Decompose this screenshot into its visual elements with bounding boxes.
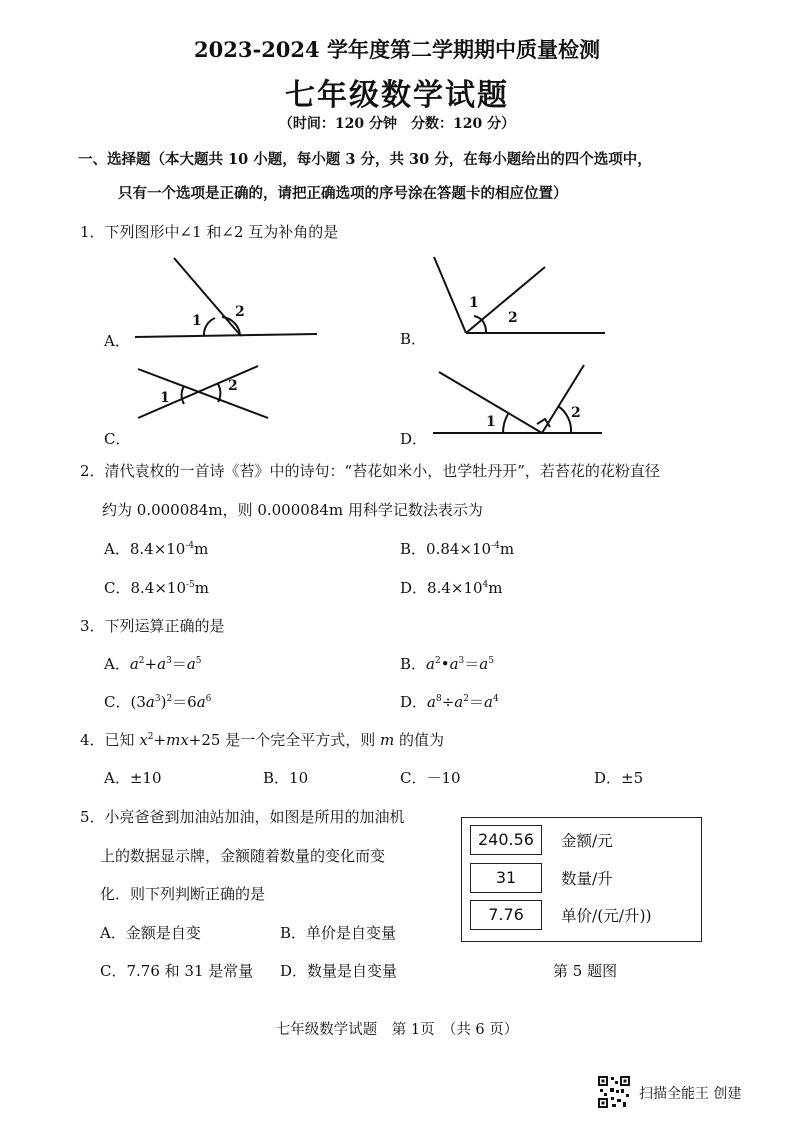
q1-option-c-label: C．: [104, 430, 131, 448]
q1-option-b-label: B．: [400, 330, 427, 348]
q2-option-d: D．$8.4\times 10^4m$: [400, 579, 503, 597]
section-heading-line1: 一、选择题（本大题共 10 小题，每小题 3 分，共 30 分，在每小题给出的四个选项中，: [78, 151, 652, 168]
q2-stem-line2: 约为 0.000084m，则 0.000084m 用科学记数法表示为: [102, 501, 483, 519]
q1-stem: 1．下列图形中∠1 和∠2 互为补角的是: [80, 223, 339, 241]
fuel-pump-display: [461, 817, 702, 942]
section-heading-line2: 只有一个选项是正确的，请把正确选项的序号涂在答题卡的相应位置）: [118, 185, 568, 202]
amount-label: 金额/元: [561, 832, 613, 850]
scanner-watermark: 扫描全能王 创建: [639, 1086, 742, 1102]
q1-d-angle1-label: 1: [486, 414, 496, 430]
q1-b-angle1-label: 1: [469, 295, 479, 311]
q4-option-a: A．±10: [104, 769, 162, 787]
q1-figure-d: [433, 365, 602, 433]
q2-option-c: C．$8.4\times 10^{-5}m$: [104, 579, 210, 597]
q1-option-a-label: A．: [104, 332, 130, 350]
q5-option-a: A．金额是自变: [100, 924, 201, 942]
q5-option-d: D．数量是自变量: [280, 962, 398, 980]
q5-option-b: B．单价是自变量: [280, 924, 397, 942]
amount-value-box: 240.56: [470, 825, 542, 855]
q4-option-c: C．－10: [400, 769, 461, 787]
q5-stem-line1: 5．小亮爸爸到加油站加油，如图是所用的加油机: [80, 808, 405, 826]
q5-stem-line2: 上的数据显示牌，金额随着数量的变化而变: [100, 847, 386, 865]
q3-stem: 3．下列运算正确的是: [80, 617, 225, 635]
q1-c-angle2-label: 2: [228, 378, 238, 394]
q5-option-c: C．7.76 和 31 是常量: [100, 962, 254, 980]
q2-option-b: B．$0.84\times 10^{-4}m$: [400, 540, 515, 558]
q1-d-angle2-label: 2: [571, 405, 581, 421]
q1-option-d-label: D．: [400, 430, 428, 448]
q1-a-angle2-label: 2: [235, 304, 245, 320]
q4-option-b: B．10: [263, 769, 309, 787]
q2-option-a: A．$8.4\times 10^{-4}m$: [104, 540, 209, 558]
page-footer: 七年级数学试题 第 1页 （共 6 页）: [275, 1022, 519, 1038]
q2-stem-line1: 2．清代袁枚的一首诗《苔》中的诗句：“苔花如米小，也学牡丹开”，若苔花的花粉直径: [80, 462, 660, 480]
q3-option-b: B．$a^2•a^3=a^5$: [400, 655, 494, 673]
price-label: 单价/(元/升)): [561, 907, 652, 925]
q4-option-d: D．±5: [594, 769, 644, 787]
q1-figure-a: [135, 258, 317, 337]
q5-figure-caption: 第 5 题图: [553, 962, 618, 980]
exam-title: 2023-2024 学年度第二学期期中质量检测: [194, 37, 600, 62]
q5-stem-line3: 化．则下列判断正确的是: [100, 885, 266, 903]
q3-option-a: A．$a^2+a^3=a^5$: [104, 655, 202, 673]
qr-code-icon: [597, 1075, 631, 1109]
q1-b-angle2-label: 2: [508, 310, 518, 326]
quantity-value-box: 31: [470, 863, 542, 893]
price-value-box: 7.76: [470, 900, 542, 930]
q3-option-c: C．$(3a^3)^2=6a^6$: [104, 693, 212, 711]
q1-c-angle1-label: 1: [160, 390, 170, 406]
q1-figure-c: [138, 366, 268, 418]
subject-title: 七年级数学试题: [285, 78, 509, 113]
time-score-info: （时间：120 分钟 分数：120 分）: [278, 116, 516, 132]
q1-figure-b: [434, 257, 605, 333]
q4-stem: 4．已知 $x^2+mx+25$ 是一个完全平方式，则 m 的值为: [80, 731, 444, 749]
q3-option-d: D．$a^8\div a^2=a^4$: [400, 693, 499, 711]
q1-a-angle1-label: 1: [192, 313, 202, 329]
q1-figures: [0, 0, 794, 460]
quantity-label: 数量/升: [561, 870, 613, 888]
